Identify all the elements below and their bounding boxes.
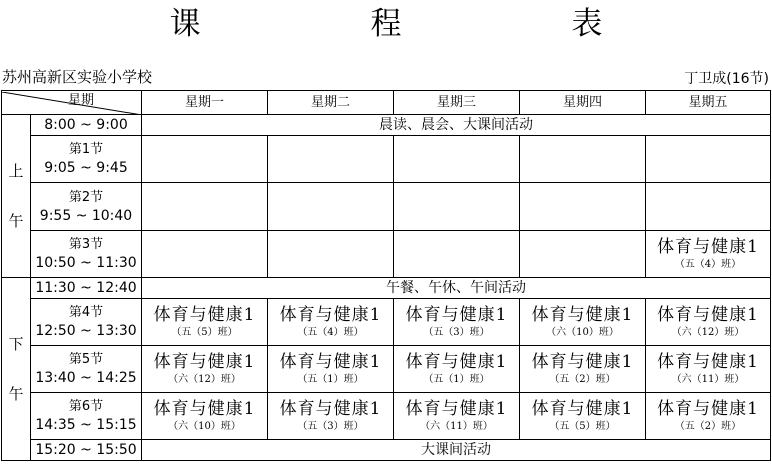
period-cell: [31, 183, 142, 231]
morning-label: [2, 115, 31, 278]
lesson-cell: [394, 346, 520, 393]
course-name: 体育与健康1: [153, 399, 256, 419]
course-name: 体育与健康1: [531, 399, 634, 419]
course-name: 体育与健康1: [405, 399, 508, 419]
class-name: （五（3）班）: [297, 421, 364, 432]
class-name: （五（1）班）: [297, 374, 364, 385]
day-header-mon: 星期一: [142, 91, 268, 115]
morning-label-top: 上: [8, 162, 24, 180]
afternoon-label: [2, 278, 31, 461]
period-time: 11:30 ~ 12:40: [31, 278, 142, 299]
class-name: （五（2）班）: [549, 374, 616, 385]
class-name: （六（11）班）: [420, 421, 493, 432]
period-time: 8:00 ~ 9:00: [31, 115, 142, 136]
course-name: 体育与健康1: [405, 352, 508, 372]
course-name: 体育与健康1: [153, 352, 256, 372]
lesson-cell: [142, 299, 268, 346]
class-name: （六（10）班）: [168, 421, 241, 432]
course-name: 体育与健康1: [279, 305, 382, 325]
day-header-fri: 星期五: [646, 91, 771, 115]
period-time: 15:20 ~ 15:50: [31, 440, 142, 461]
period-row-1: [2, 136, 771, 183]
morning-activity: 晨读、晨会、大课间活动: [142, 115, 771, 136]
period-time: 9:55 ~ 10:40: [39, 207, 133, 224]
lesson-cell: [142, 136, 268, 183]
course-name: 体育与健康1: [279, 399, 382, 419]
lesson-cell: [394, 183, 520, 231]
class-name: （五（4）班）: [297, 327, 364, 338]
lesson-cell: [520, 231, 646, 278]
lesson-cell: [520, 136, 646, 183]
lesson-cell: [142, 346, 268, 393]
class-name: （五（1）班）: [423, 374, 490, 385]
period-cell: [31, 299, 142, 346]
period-time: 14:35 ~ 15:15: [35, 417, 137, 433]
lesson-cell: [268, 183, 394, 231]
period-time: 13:40 ~ 14:25: [35, 370, 137, 386]
lesson-cell: [394, 231, 520, 278]
lesson-cell: [268, 136, 394, 183]
class-name: （五（4）班）: [674, 259, 742, 270]
lesson-cell: [520, 183, 646, 231]
lesson-cell: [520, 346, 646, 393]
afternoon-label-bottom: 午: [8, 385, 24, 403]
period-cell: [31, 393, 142, 440]
lesson-cell: [142, 183, 268, 231]
period-row-5: [2, 346, 771, 393]
lesson-cell: [394, 393, 520, 440]
period-row-3: [2, 231, 771, 278]
lesson-cell: [394, 136, 520, 183]
class-name: （六（12）班）: [168, 374, 241, 385]
lesson-cell: [268, 393, 394, 440]
course-name: 体育与健康1: [657, 399, 759, 419]
morning-label-bottom: 午: [8, 212, 24, 230]
day-header-wed: 星期三: [394, 91, 520, 115]
lunch-activity: 午餐、午休、午间活动: [142, 278, 771, 299]
period-name: 第4节: [68, 305, 104, 320]
header-row: [2, 91, 771, 115]
course-name: 体育与健康1: [153, 305, 256, 325]
period-row-2: [2, 183, 771, 231]
period-name: 第5节: [68, 352, 104, 367]
course-name: 体育与健康1: [279, 352, 382, 372]
class-name: （五（3）班）: [423, 327, 490, 338]
lesson-cell: [268, 299, 394, 346]
course-name: 体育与健康1: [531, 352, 634, 372]
course-name: 体育与健康1: [405, 305, 508, 325]
lesson-cell: [268, 346, 394, 393]
lesson-cell: [142, 231, 268, 278]
class-name: （五（5）班）: [549, 421, 616, 432]
morning-activity-row: [2, 115, 771, 136]
period-cell: [31, 136, 142, 183]
afternoon-label-top: 下: [8, 335, 24, 353]
lesson-cell: [646, 183, 771, 231]
corner-label: 星期: [68, 92, 95, 108]
course-name: 体育与健康1: [657, 352, 759, 372]
lesson-cell: [394, 299, 520, 346]
period-name: 第3节: [68, 237, 104, 252]
period-time: 12:50 ~ 13:30: [35, 323, 137, 339]
lunch-row: [2, 278, 771, 299]
day-header-thu: 星期四: [520, 91, 646, 115]
period-name: 第6节: [68, 399, 104, 414]
period-time: 10:50 ~ 11:30: [35, 255, 137, 271]
afternoon-activity: 大课间活动: [142, 440, 771, 461]
period-name: 第1节: [68, 142, 104, 157]
lesson-cell: [268, 231, 394, 278]
class-name: （六（12）班）: [671, 327, 745, 338]
school-name: 苏州高新区实验小学校: [2, 68, 153, 86]
class-name: （五（2）班）: [674, 421, 742, 432]
class-name: （五（5）班）: [171, 327, 238, 338]
lesson-cell: [142, 393, 268, 440]
lesson-cell: [520, 299, 646, 346]
class-name: （六（11）班）: [671, 374, 745, 385]
teacher-name: 丁卫成(16节): [684, 71, 769, 87]
day-header-tue: 星期二: [268, 91, 394, 115]
period-name: 第2节: [68, 189, 104, 205]
lesson-cell: [646, 231, 771, 278]
period-row-4: [2, 299, 771, 346]
lesson-cell: [646, 299, 771, 346]
lesson-cell: [646, 136, 771, 183]
timetable: [1, 90, 771, 461]
period-time: 9:05 ~ 9:45: [44, 160, 128, 176]
course-name: 体育与健康1: [531, 305, 634, 325]
period-row-6: [2, 393, 771, 440]
course-name: 体育与健康1: [657, 237, 759, 257]
period-cell: [31, 346, 142, 393]
lesson-cell: [646, 346, 771, 393]
lesson-cell: [520, 393, 646, 440]
page-title: 课 程 表: [169, 6, 683, 42]
course-name: 体育与健康1: [657, 305, 759, 325]
afternoon-activity-row: [2, 440, 771, 461]
lesson-cell: [646, 393, 771, 440]
class-name: （六（10）班）: [546, 327, 619, 338]
period-cell: [31, 231, 142, 278]
corner-cell: [2, 91, 142, 115]
